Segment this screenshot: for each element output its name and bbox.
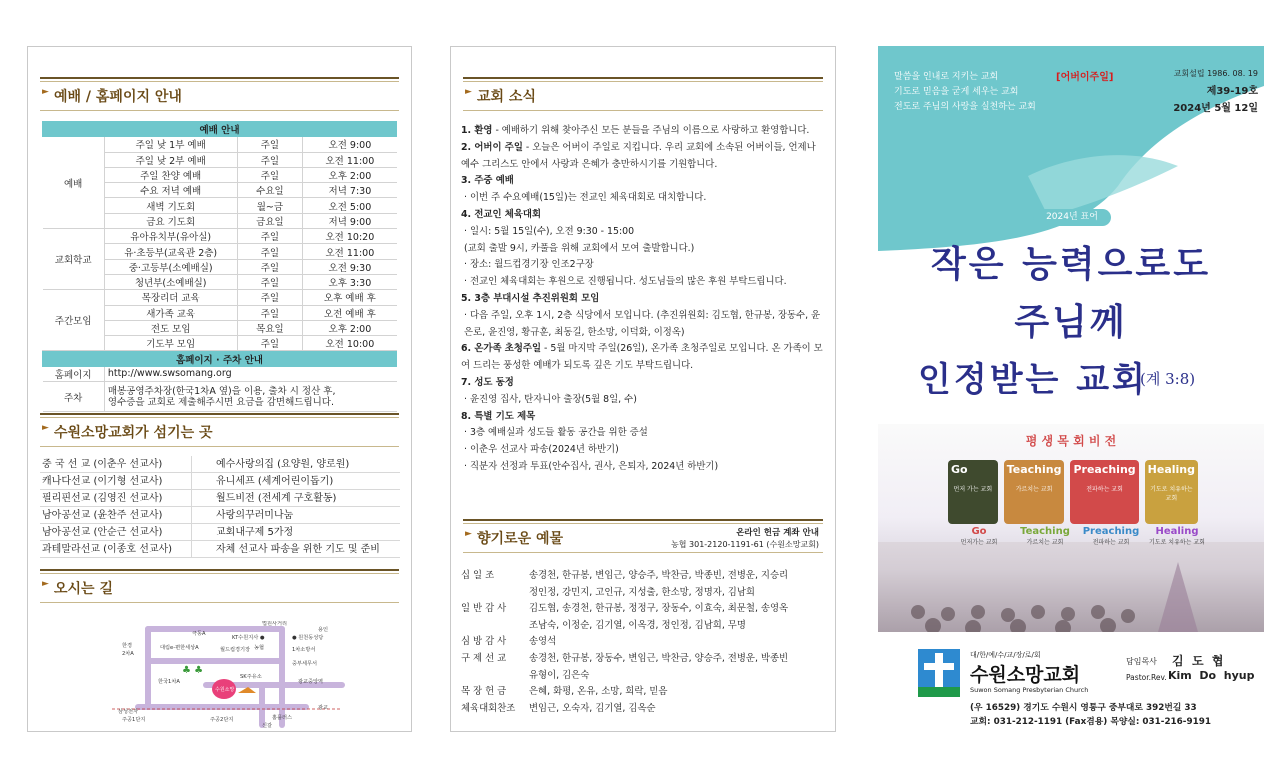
vision-label-title: Go bbox=[971, 526, 987, 537]
vision-label bbox=[1146, 526, 1208, 546]
vision-card bbox=[1145, 460, 1198, 524]
schedule-day: 주일 bbox=[237, 305, 303, 320]
vision-card-text: 가르치는 교회 bbox=[1015, 486, 1053, 493]
news-subitem: · 윤진영 집사, 탄자니아 출장(5월 8일, 수) bbox=[464, 393, 637, 405]
offering-names bbox=[529, 684, 827, 701]
schedule-time: 오전 11:00 bbox=[303, 244, 397, 259]
news-subitem: · 다음 주일, 오후 1시, 2층 식당에서 모입니다. (추진위원회: 김도협, 한규봉, 장동수, 윤은로, 윤진영, 황규훈, 최동길, 한소망, 이덕화, 이정옥) bbox=[464, 309, 821, 338]
parking-text bbox=[104, 382, 396, 412]
schedule-time: 저녁 7:30 bbox=[303, 183, 397, 198]
schedule-day: 수요일 bbox=[237, 183, 303, 198]
schedule-day: 목요일 bbox=[237, 320, 303, 335]
mission-local: 월드비전 (전세계 구호활동) bbox=[216, 493, 337, 504]
schedule-category: 교회학교 bbox=[43, 229, 105, 290]
mission-row bbox=[40, 541, 400, 558]
vision-title: 평 생 목 회 비 전 bbox=[1025, 434, 1117, 448]
schedule-name: 유·초등부(교육관 2층) bbox=[104, 244, 237, 259]
mission-list bbox=[40, 456, 400, 558]
mission-row bbox=[40, 524, 400, 541]
schedule-day: 주일 bbox=[237, 137, 303, 152]
schedule-name: 새벽 기도회 bbox=[104, 198, 237, 213]
schedule-name: 중·고등부(소예배실) bbox=[104, 259, 237, 274]
schedule-category: 예배 bbox=[43, 137, 105, 229]
bullet-icon: ► bbox=[465, 529, 472, 539]
schedule-name: 새가족 교육 bbox=[104, 305, 237, 320]
mission-row bbox=[40, 456, 400, 473]
news-subitem: · 장소: 월드컵경기장 인조2구장 bbox=[464, 259, 594, 271]
schedule-name: 전도 모임 bbox=[104, 320, 237, 335]
worship-table-header: 예배 안내 bbox=[43, 122, 397, 137]
news-item-text: - 5월 마지막 주일(26일), 온가족 초청주일로 모입니다. 온 가족이 모여 드리는 풍성한 예배가 되도록 깊은 기도 부탁드립니다. bbox=[461, 343, 823, 372]
news-subitem: · 일시: 5월 15일(수), 오전 9:30 - 15:00 bbox=[464, 225, 635, 237]
mission-local: 예수사랑의집 (요양원, 양로원) bbox=[216, 459, 350, 470]
slogan-line-1: 작은 능력으로도 bbox=[931, 243, 1211, 285]
mission-overseas: 남아공선교 (윤찬주 선교사) bbox=[40, 507, 192, 523]
offering-category: 일 반 감 사 bbox=[461, 603, 507, 615]
offering-names bbox=[529, 634, 827, 651]
offering-title: 향기로운 예물 bbox=[477, 531, 564, 547]
vision-card bbox=[948, 460, 998, 524]
year-badge: 2024년 표어 bbox=[1033, 209, 1111, 226]
offering-category: 심 방 감 사 bbox=[461, 636, 507, 648]
news-item-title: 7. 성도 동정 bbox=[461, 376, 514, 388]
schedule-name: 목장리더 교육 bbox=[104, 290, 237, 305]
church-english-name: Suwon Somang Presbyterian Church bbox=[970, 686, 1089, 694]
news-item-title: 3. 주중 예배 bbox=[461, 175, 514, 187]
offering-row bbox=[461, 568, 827, 601]
news-item bbox=[461, 173, 827, 190]
offering-names-line: 유형이, 김은숙 bbox=[529, 669, 590, 681]
schedule-name: 기도부 모임 bbox=[104, 336, 237, 351]
parents-sunday-label: [어버이주일] bbox=[1056, 72, 1114, 83]
offering-names bbox=[529, 601, 827, 634]
mission-overseas: 중 국 선 교 (이춘우 선교사) bbox=[40, 456, 192, 472]
news-item bbox=[461, 409, 827, 426]
bulletin-date: 2024년 5월 12일 bbox=[1173, 103, 1258, 114]
bullet-icon: ► bbox=[42, 87, 49, 97]
news-item-title: 6. 온가족 초청주일 bbox=[461, 343, 542, 355]
church-name: 수원소망교회 bbox=[970, 664, 1081, 686]
parking-text-line: 영수증을 교회로 제출해주시면 요금을 감면해드립니다. bbox=[107, 396, 334, 408]
offering-names-line: 은혜, 화평, 온유, 소망, 희락, 믿음 bbox=[529, 686, 668, 698]
news-item bbox=[461, 123, 827, 140]
vision-label-text: 전파하는 교회 bbox=[1092, 539, 1130, 546]
schedule-name: 금요 기도회 bbox=[104, 213, 237, 228]
slogan-line-2: 주님께 bbox=[1014, 301, 1128, 343]
news-item bbox=[461, 341, 827, 375]
slogan-line-3: 인정받는 교회 bbox=[918, 360, 1148, 400]
news-item bbox=[461, 375, 827, 392]
news-item-text: - 예배하기 위해 찾아주신 모든 분들을 주님의 이름으로 사랑하고 환영합니다. bbox=[492, 125, 810, 136]
map-label: 용인 bbox=[318, 627, 329, 633]
cover-panel bbox=[878, 46, 1264, 732]
worship-title: 예배 / 홈페이지 안내 bbox=[54, 89, 182, 105]
schedule-day: 주일 bbox=[237, 259, 303, 274]
schedule-category: 주간모임 bbox=[43, 290, 105, 351]
map-church-label: 수원소망 bbox=[215, 687, 235, 693]
schedule-time: 오전 9:00 bbox=[303, 137, 397, 152]
homepage-label: 홈페이지 bbox=[43, 366, 105, 381]
vision-label-title: Teaching bbox=[1020, 526, 1070, 537]
schedule-time: 오전 9:30 bbox=[303, 259, 397, 274]
vision-card bbox=[1004, 460, 1065, 524]
motto bbox=[894, 70, 1036, 115]
mission-title: 수원소망교회가 섬기는 곳 bbox=[54, 425, 213, 441]
schedule-time: 오후 3:30 bbox=[303, 274, 397, 289]
founded-date: 교회설립 1986. 08. 19 bbox=[1173, 69, 1258, 78]
schedule-time: 오후 2:00 bbox=[303, 167, 397, 182]
schedule-name: 청년부(소예배실) bbox=[104, 274, 237, 289]
vision-card-text: 먼저 가는 교회 bbox=[953, 486, 993, 493]
map-label: 주공2단지 bbox=[210, 717, 234, 723]
vision-card-text: 기도로 치유하는 교회 bbox=[1150, 486, 1193, 502]
pastor-label: 담임목사 bbox=[1126, 657, 1157, 666]
schedule-time: 저녁 9:00 bbox=[303, 213, 397, 228]
schedule-day: 주일 bbox=[237, 244, 303, 259]
schedule-day: 주일 bbox=[237, 152, 303, 167]
news-subitem: · 이번 주 수요예배(15일)는 전교인 체육대회로 대치합니다. bbox=[464, 192, 707, 204]
schedule-day: 주일 bbox=[237, 167, 303, 182]
map-label: 광교 bbox=[318, 705, 329, 711]
mission-overseas: 필리핀선교 (김영진 선교사) bbox=[40, 490, 192, 506]
map-label: 월드컵경기장 bbox=[220, 647, 251, 653]
park-icon: ♣ ♣ bbox=[182, 665, 204, 676]
directions-section-title bbox=[40, 569, 399, 603]
offering-category: 목 장 헌 금 bbox=[461, 686, 507, 698]
schedule-time: 오후 2:00 bbox=[303, 320, 397, 335]
vision-label-text: 가르치는 교회 bbox=[1026, 539, 1064, 546]
mission-row bbox=[40, 473, 400, 490]
map-label: KT수원지사 ● bbox=[232, 635, 265, 641]
schedule-day: 금요일 bbox=[237, 213, 303, 228]
offering-names-line: 김도협, 송경천, 한규봉, 정정구, 장동수, 이효숙, 최문철, 송영옥 bbox=[529, 603, 789, 615]
news-item bbox=[461, 291, 827, 308]
bullet-icon: ► bbox=[42, 579, 49, 589]
offering-row bbox=[461, 684, 827, 701]
schedule-day: 주일 bbox=[237, 274, 303, 289]
vision-labels bbox=[948, 526, 1208, 546]
parking-text-line: 매봉공영주차장(한국1차A 옆)을 이용, 출차 시 정산 후, bbox=[107, 385, 336, 397]
map-label: 삼성전자 bbox=[118, 709, 139, 715]
schedule-name: 주일 찬양 예배 bbox=[104, 167, 237, 182]
news-item-title: 4. 전교인 체육대회 bbox=[461, 208, 542, 220]
map-label: 극동A bbox=[192, 631, 206, 637]
news-subitem: · 직분자 선정과 투표(안수집사, 권사, 은퇴자, 2024년 하반기) bbox=[464, 460, 719, 472]
news-item bbox=[461, 140, 827, 174]
bullet-icon: ► bbox=[42, 423, 49, 433]
news-item-title: 8. 특별 기도 제목 bbox=[461, 410, 536, 422]
mission-overseas: 과테말라선교 (이종호 선교사) bbox=[40, 541, 192, 557]
schedule-day: 주일 bbox=[237, 229, 303, 244]
offering-names bbox=[529, 701, 827, 718]
map-label: 1차소방서 bbox=[292, 647, 316, 653]
schedule-day: 주일 bbox=[237, 290, 303, 305]
mission-row bbox=[40, 507, 400, 524]
schedule-name: 유아유치부(유아실) bbox=[104, 229, 237, 244]
offering-row bbox=[461, 634, 827, 651]
news-item-title: 5. 3층 부대시설 추진위원회 모임 bbox=[461, 292, 600, 304]
left-panel bbox=[27, 46, 412, 732]
schedule-row bbox=[43, 290, 397, 305]
vision-card-text: 전파하는 교회 bbox=[1086, 486, 1123, 493]
map-label: 한국1차A bbox=[158, 679, 180, 685]
vision-label-title: Healing bbox=[1155, 526, 1199, 537]
homepage-url[interactable]: http://www.swsomang.org bbox=[104, 366, 396, 381]
vision-label bbox=[1014, 526, 1076, 546]
worship-hall-photo bbox=[878, 542, 1264, 632]
schedule-row bbox=[43, 137, 397, 152]
pastor-english-name: Kim Do hyup bbox=[1168, 669, 1255, 682]
mission-overseas: 캐나다선교 (이기형 선교사) bbox=[40, 473, 192, 489]
homepage-header: 홈페이지 · 주차 안내 bbox=[43, 351, 397, 366]
offering-names-line: 송영석 bbox=[529, 636, 557, 648]
mission-overseas: 남아공선교 (안순근 선교사) bbox=[40, 524, 192, 540]
vision-card-title: Healing bbox=[1147, 463, 1195, 476]
offering-names-line: 정인정, 강민지, 고인규, 지성출, 한소망, 정명자, 김남희 bbox=[529, 586, 755, 598]
news-item-title: 2. 어버이 주일 bbox=[461, 141, 523, 153]
news-subitem: · 3층 예배실과 성도들 활동 공간을 위한 증설 bbox=[464, 427, 648, 439]
denomination: 대/한/예/수/교/장/로/회 bbox=[970, 651, 1041, 659]
offering-row bbox=[461, 701, 827, 718]
schedule-name: 주일 낮 2부 예배 bbox=[104, 152, 237, 167]
map-label: ● 원천동성당 bbox=[292, 635, 324, 641]
worship-section-title bbox=[40, 77, 399, 111]
parking-label: 주차 bbox=[43, 382, 105, 412]
offering-names-line: 변임근, 오숙자, 김기열, 김옥순 bbox=[529, 702, 656, 714]
mission-local: 유니세프 (세계어린이돕기) bbox=[216, 476, 334, 487]
map-label: 한경 bbox=[122, 643, 133, 649]
schedule-name: 수요 저녁 예배 bbox=[104, 183, 237, 198]
pastor-name: 김 도 협 bbox=[1172, 654, 1224, 668]
mission-local: 자체 선교사 파송을 위한 기도 및 준비 bbox=[216, 544, 380, 555]
map-label: 중부세무서 bbox=[292, 661, 318, 667]
motto-line: 말씀을 인내로 지키는 교회 bbox=[894, 72, 999, 82]
motto-line: 기도로 믿음을 굳게 세우는 교회 bbox=[894, 87, 1019, 97]
schedule-name: 주일 낮 1부 예배 bbox=[104, 137, 237, 152]
map-label: 주공1단지 bbox=[122, 717, 146, 723]
news-subitem: (교회 출발 9시, 카풀을 위해 교회에서 모여 출발합니다.) bbox=[464, 242, 695, 254]
mission-section-title bbox=[40, 413, 399, 447]
map-label: 광교중앙역 bbox=[298, 679, 324, 685]
schedule-time: 오후 예배 후 bbox=[303, 290, 397, 305]
directions-title: 오시는 길 bbox=[54, 581, 113, 597]
news-subitem: · 전교인 체육대회는 후원으로 진행됩니다. 성도님들의 많은 후원 부탁드립니다. bbox=[464, 276, 787, 288]
church-address: (우 16529) 경기도 수원시 영통구 중부대로 392번길 33 bbox=[970, 703, 1197, 713]
vision-card-title: Preaching bbox=[1073, 463, 1136, 476]
mission-local: 교회내구제 5가정 bbox=[216, 527, 294, 538]
news-item-title: 1. 환영 bbox=[461, 125, 493, 136]
account-title: 온라인 헌금 계좌 안내 bbox=[736, 528, 819, 538]
slogan-reference: (계 3:8) bbox=[1140, 370, 1196, 388]
vision-card-title: Go bbox=[951, 463, 968, 476]
vision-label bbox=[1080, 526, 1142, 546]
church-phone: 교회: 031-212-1191 (Fax겸용) 목양실: 031-216-9191 bbox=[970, 717, 1211, 727]
offering-category: 체육대회찬조 bbox=[461, 702, 516, 714]
offering-category: 구 제 선 교 bbox=[461, 652, 507, 664]
map-label: 법원사거리 bbox=[262, 621, 288, 627]
vision-label-text: 기도로 치유하는 교회 bbox=[1149, 539, 1205, 546]
news-subitem: · 이춘우 선교사 파송(2024년 하반기) bbox=[464, 444, 619, 456]
issue-number: 제39-19호 bbox=[1206, 86, 1258, 97]
schedule-time: 오전 10:00 bbox=[303, 336, 397, 351]
schedule-time: 오전 5:00 bbox=[303, 198, 397, 213]
offering-names-line: 송경천, 한규봉, 변임근, 양승주, 박찬금, 박종빈, 전병운, 지승리 bbox=[529, 570, 789, 581]
schedule-time: 오전 10:20 bbox=[303, 229, 397, 244]
schedule-time: 오전 예배 후 bbox=[303, 305, 397, 320]
news-list bbox=[461, 123, 827, 476]
middle-panel bbox=[450, 46, 836, 732]
schedule-row bbox=[43, 229, 397, 244]
motto-line: 전도로 주님의 사랑을 실천하는 교회 bbox=[894, 102, 1036, 112]
schedule-time: 오전 11:00 bbox=[303, 152, 397, 167]
church-logo-icon bbox=[918, 649, 960, 697]
vision-label-title: Preaching bbox=[1082, 526, 1140, 537]
pastor-english-label: Pastor.Rev. bbox=[1126, 673, 1167, 682]
map-label: 대림e-편한세상A bbox=[160, 645, 199, 651]
map-label: 2차A bbox=[122, 651, 134, 657]
offering-list bbox=[461, 568, 827, 717]
map-label: 홈플러스 bbox=[272, 715, 293, 721]
vision-card bbox=[1070, 460, 1138, 524]
offering-row bbox=[461, 601, 827, 634]
map-label: 신갈 bbox=[262, 723, 273, 729]
vision-label-text: 먼저가는 교회 bbox=[960, 539, 998, 546]
offering-row bbox=[461, 651, 827, 684]
map-label: SK주유소 bbox=[240, 674, 262, 680]
offering-category: 십 일 조 bbox=[461, 570, 495, 581]
map-label: 농협 bbox=[254, 645, 265, 651]
vision-card-title: Teaching bbox=[1006, 463, 1062, 476]
news-item-text: - 오늘은 어버이 주일로 지킵니다. 우리 교회에 소속된 어버이들, 언제나 예수 그리스도 안에서 사랑과 은혜가 충만하시기를 기원합니다. bbox=[461, 141, 816, 170]
vision-label bbox=[948, 526, 1010, 546]
offering-names-line: 조남숙, 이정순, 김기열, 이옥경, 정인정, 김남희, 무명 bbox=[529, 619, 746, 631]
news-item bbox=[461, 207, 827, 224]
offering-section-title bbox=[463, 519, 823, 553]
news-section-title bbox=[463, 77, 823, 111]
news-title: 교회 소식 bbox=[477, 89, 536, 105]
schedule-day: 주일 bbox=[237, 336, 303, 351]
schedule-day: 월~금 bbox=[237, 198, 303, 213]
account-text: 농협 301-2120-1191-61 (수원소망교회) bbox=[671, 540, 819, 549]
offering-names bbox=[529, 651, 827, 684]
vision-cards bbox=[948, 460, 1198, 524]
worship-table bbox=[42, 121, 397, 412]
offering-names bbox=[529, 568, 827, 601]
bullet-icon: ► bbox=[465, 87, 472, 97]
location-map bbox=[42, 621, 397, 729]
offering-names-line: 송경천, 한규봉, 장동수, 변임근, 박찬금, 양승주, 전병운, 박종빈 bbox=[529, 652, 789, 664]
mission-local: 사랑의꾸러미나눔 bbox=[216, 510, 294, 521]
mission-row bbox=[40, 490, 400, 507]
